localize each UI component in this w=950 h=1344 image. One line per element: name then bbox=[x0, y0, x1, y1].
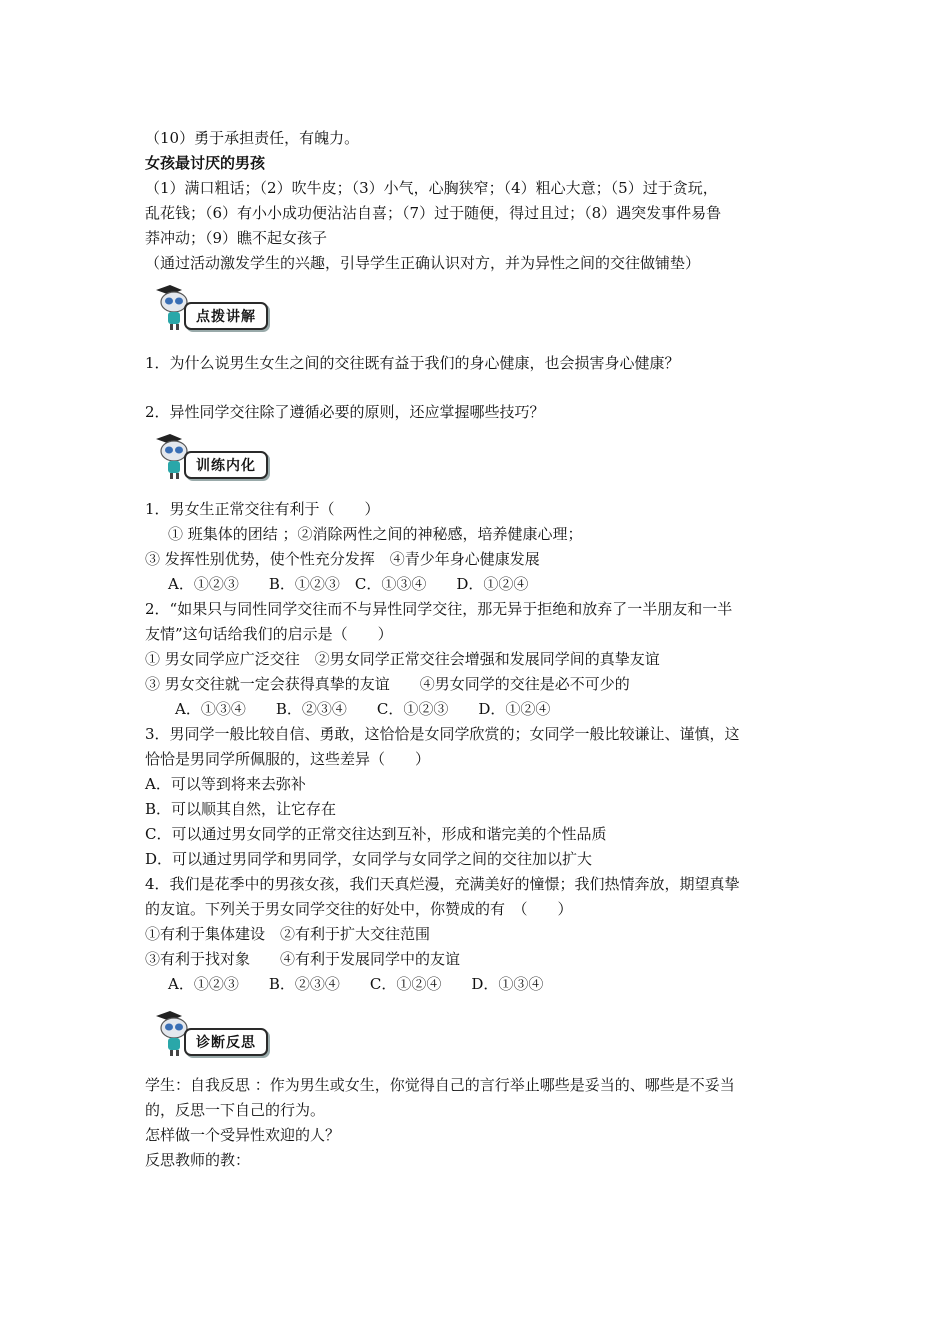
badge-reflect bbox=[150, 1008, 268, 1058]
reflection-line-1: 学生：自我反思 ：作为男生或女生，你觉得自己的言行举止哪些是妥当的、哪些是不妥当 bbox=[145, 1076, 735, 1094]
reflection-line-4: 反思教师的教： bbox=[145, 1151, 251, 1169]
q1-stem: 1．男女生正常交往有利于（ ） bbox=[145, 500, 380, 518]
q1-options-1: ① 班集体的团结 ；②消除两性之间的神秘感，培养健康心理； bbox=[168, 525, 583, 543]
q2-choices: A．①③④ B．②③④ C．①②③ D．①②④ bbox=[175, 700, 551, 718]
q3-option-b: B．可以顺其自然，让它存在 bbox=[145, 800, 337, 818]
reflection-line-3: 怎样做一个受异性欢迎的人？ bbox=[145, 1126, 341, 1144]
q3-option-c: C．可以通过男女同学的正常交往达到互补，形成和谐完美的个性品质 bbox=[145, 825, 607, 843]
explain-question-2: 2．异性同学交往除了遵循必要的原则，还应掌握哪些技巧？ bbox=[145, 403, 545, 421]
badge-explain bbox=[150, 282, 268, 332]
q4-options-2: ③有利于找对象 ④有利于发展同学中的友谊 bbox=[145, 950, 461, 968]
badge-label: 诊断反思 bbox=[196, 1035, 256, 1051]
q2-stem-1: 2．“如果只与同性同学交往而不与异性同学交往，那无异于拒绝和放弃了一半朋友和一半 bbox=[145, 600, 733, 618]
q2-stem-2: 友情”这句话给我们的启示是（ ） bbox=[145, 625, 393, 643]
dislike-line-3: 莽冲动；（9）瞧不起女孩子 bbox=[145, 229, 328, 247]
q1-options-2: ③ 发挥性别优势，使个性充分发挥 ④青少年身心健康发展 bbox=[145, 550, 540, 568]
q3-option-d: D．可以通过男同学和男同学，女同学与女同学之间的交往加以扩大 bbox=[145, 850, 593, 868]
activity-note: （通过活动激发学生的兴趣，引导学生正确认识对方，并为异性之间的交往做铺垫） bbox=[145, 254, 701, 272]
q4-options-1: ①有利于集体建设 ②有利于扩大交往范围 bbox=[145, 925, 431, 943]
q4-stem-2: 的友谊。下列关于男女同学交往的好处中，你赞成的有 （ ） bbox=[145, 900, 573, 918]
q2-options-2: ③ 男女交往就一定会获得真挚的友谊 ④男女同学的交往是必不可少的 bbox=[145, 675, 630, 693]
q1-choices: A．①②③ B．①②③ C．①③④ D．①②④ bbox=[168, 575, 529, 593]
badge-label: 训练内化 bbox=[196, 458, 256, 474]
q3-stem-2: 恰恰是男同学所佩服的，这些差异（ ） bbox=[145, 750, 431, 768]
badge-train bbox=[150, 431, 268, 481]
reflection-line-2: 的，反思一下自己的行为。 bbox=[145, 1101, 326, 1119]
list-item-10: （10）勇于承担责任，有魄力。 bbox=[145, 129, 360, 147]
q2-options-1: ① 男女同学应广泛交往 ②男女同学正常交往会增强和发展同学间的真挚友谊 bbox=[145, 650, 660, 668]
q3-stem-1: 3．男同学一般比较自信、勇敢，这恰恰是女同学欣赏的；女同学一般比较谦让、谨慎，这 bbox=[145, 725, 740, 743]
q4-stem-1: 4．我们是花季中的男孩女孩，我们天真烂漫，充满美好的憧憬；我们热情奔放，期望真挚 bbox=[145, 875, 740, 893]
dislike-line-2: 乱花钱；（6）有小小成功便沾沾自喜；（7）过于随便，得过且过；（8）遇突发事件易鲁 bbox=[145, 204, 722, 222]
q3-option-a: A．可以等到将来去弥补 bbox=[145, 775, 306, 793]
explain-question-1: 1．为什么说男生女生之间的交往既有益于我们的身心健康，也会损害身心健康？ bbox=[145, 354, 680, 372]
q4-choices: A．①②③ B．②③④ C．①②④ D．①③④ bbox=[168, 975, 544, 993]
badge-label: 点拨讲解 bbox=[196, 309, 256, 325]
dislike-line-1: （1）满口粗话；（2）吹牛皮；（3）小气，心胸狭窄；（4）粗心大意；（5）过于贪玩， bbox=[145, 179, 718, 197]
section-heading-girls-dislike: 女孩最讨厌的男孩 bbox=[145, 154, 266, 172]
